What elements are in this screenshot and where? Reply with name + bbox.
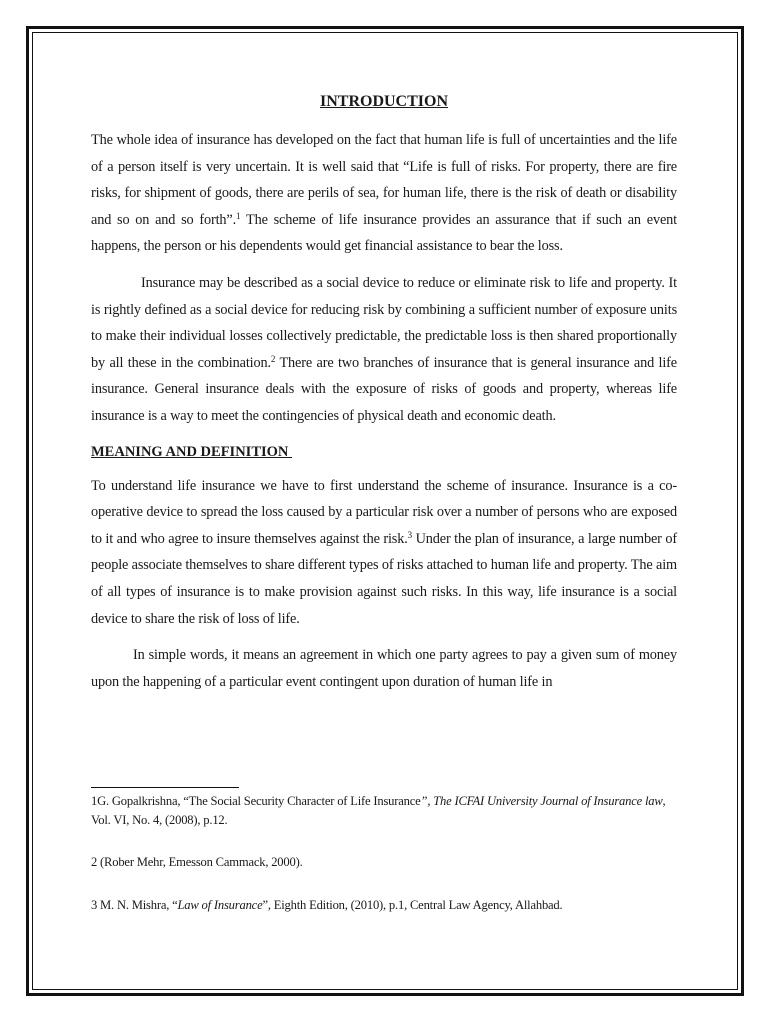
- intro-paragraph-2-text-b: There are two branches of insurance that is general insurance and life insurance. General insurance deals with the exposure of risks of goods and property, whereas life insurance is a way to meet the contingencies of physical death and economic death.: [91, 354, 677, 424]
- footnote-3: [91, 896, 677, 915]
- document-body: [91, 93, 677, 705]
- footnote-3-text-a: 3 M. N. Mishra, “: [91, 897, 178, 912]
- footnote-1: [91, 792, 677, 829]
- footnote-ref-3: 3: [407, 529, 412, 540]
- footnote-3-book-title: Law of Insurance: [177, 897, 263, 912]
- intro-paragraph-2-text-a: Insurance may be described as a social device to reduce or eliminate risk to life and property. It is rightly defined as a social device for reducing risk by combining a sufficient number of exposure units to make their individual losses collectively predictable, the predictable loss is then shared proportionally by all these in the combination.: [91, 274, 677, 371]
- intro-paragraph-1-text-b: The scheme of life insurance provides an assurance that if such an event happens, the person or his dependents would get financial assistance to bear the loss.: [91, 211, 677, 255]
- footnote-ref-2: 2: [270, 353, 276, 364]
- intro-paragraph-1: [91, 127, 677, 260]
- page-title: INTRODUCTION: [319, 93, 448, 110]
- intro-paragraph-2: [91, 270, 677, 430]
- footnotes: [91, 792, 677, 938]
- section-heading: MEANING AND DEFINITION: [91, 443, 293, 460]
- footnote-1-text-a: 1G. Gopalkrishna, “The Social Security Character of Life Insurance: [91, 794, 421, 808]
- footnote-2: 2 (Rober Mehr, Emesson Cammack, 2000).: [91, 855, 303, 869]
- meaning-paragraph-1: [91, 473, 677, 633]
- intro-paragraph-1-text-a: The whole idea of insurance has developed on the fact that human life is full of uncertainties and the life of a person itself is very uncertain. It is well said that “Life is full of risks. For property, there are fire risks, for shipment of goods, there are perils of sea, for human life, there is the risk of death or disability and so on and so forth”.: [91, 132, 677, 228]
- footnote-1-text-c: , Vol. VI, No. 4, (2008), p.12.: [91, 794, 666, 827]
- footnote-3-text-c: ”, Eighth Edition, (2010), p.1, Central Law Agency, Allahbad.: [262, 897, 563, 912]
- meaning-paragraph-2: In simple words, it means an agreement in which one party agrees to pay a given sum of money upon the happening of a particular event contingent upon duration of human life in: [91, 647, 677, 690]
- footnote-separator: [91, 787, 239, 788]
- footnote-1-journal: ”, The ICFAI University Journal of Insurance law: [420, 794, 663, 808]
- meaning-paragraph-1-text-a: To understand life insurance we have to first understand the scheme of insurance. Insurance is a co-operative device to spread the loss caused by a particular risk over a number of persons who are exposed to it and who agree to insure themselves against the risk.: [91, 477, 677, 547]
- meaning-paragraph-1-text-b: Under the plan of insurance, a large number of people associate themselves to share different types of risks attached to human life and property. The aim of all types of insurance is to make provision against such risks. In this way, life insurance is a social device to share the risk of loss of life.: [91, 530, 678, 627]
- footnote-ref-1: 1: [236, 210, 241, 221]
